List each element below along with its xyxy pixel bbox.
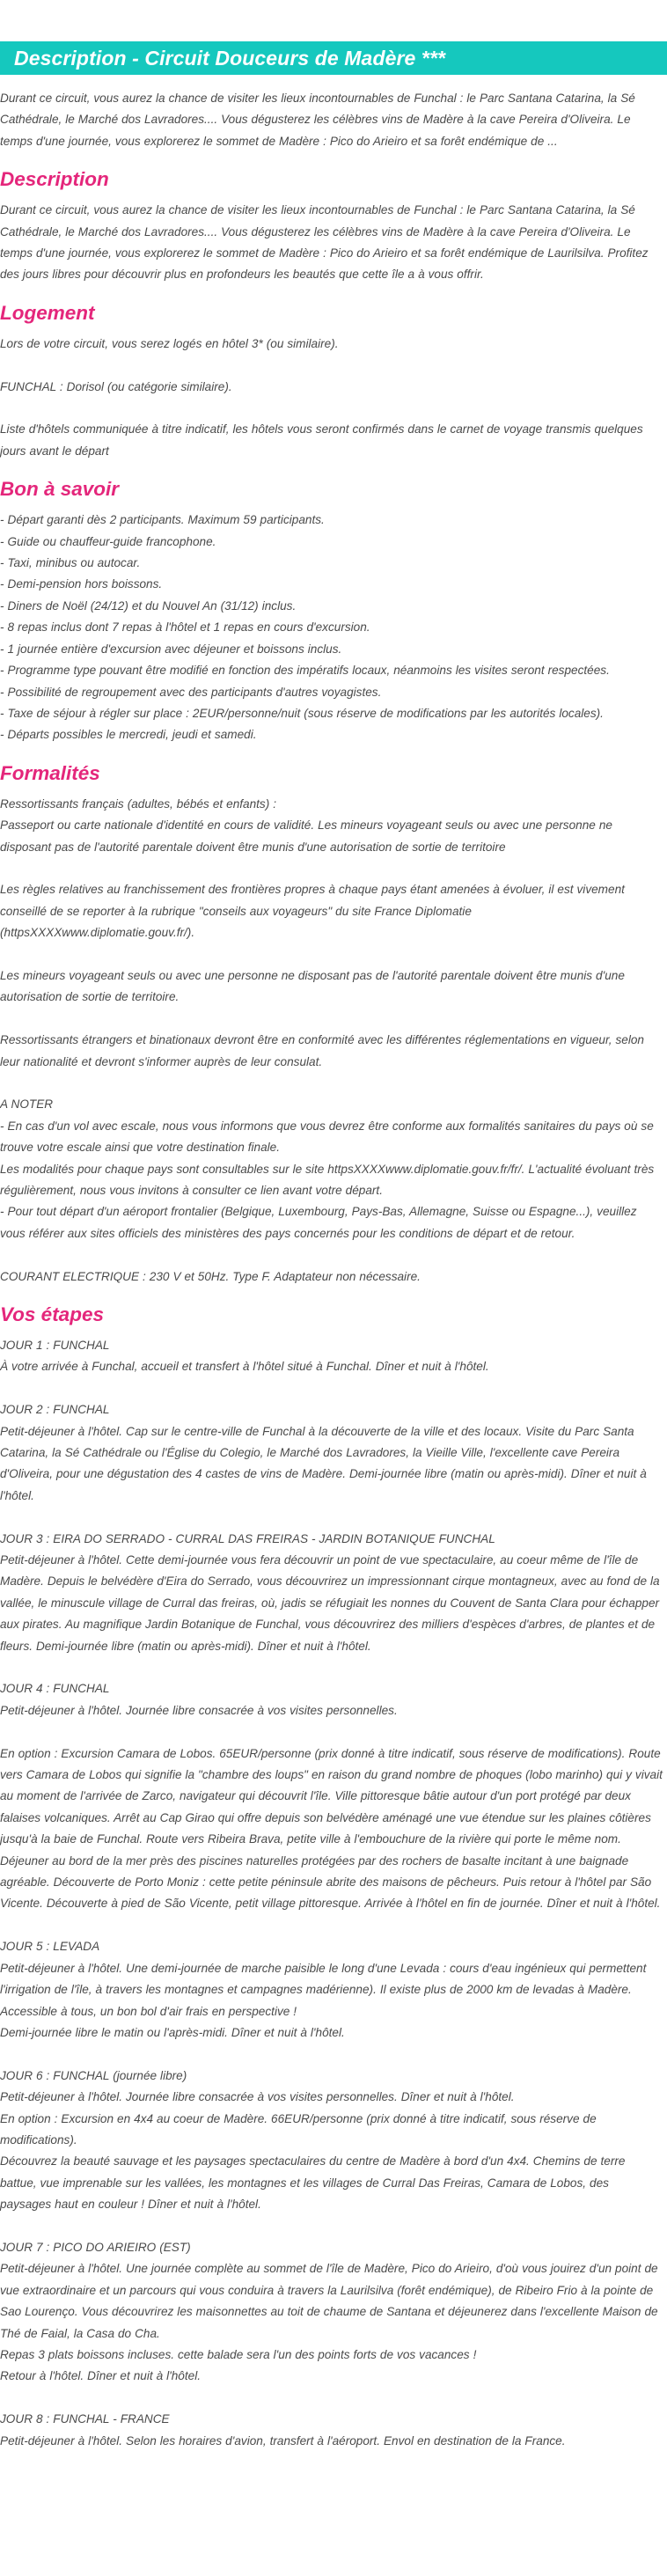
formalites-p5d: - Pour tout départ d'un aéroport frontalier (Belgique, Luxembourg, Pays-Bas, Allemagne, Suisse ou Espagne...), veuillez vous référer aux sites officiels des ministères des pays concernés pour les conditions de départ et de retour. <box>0 1205 637 1240</box>
day-text: Petit-déjeuner à l'hôtel. Journée libre consacrée à vos visites personnelles. <box>0 1703 398 1717</box>
list-item: - Départs possibles le mercredi, jeudi et samedi. <box>0 728 257 742</box>
formalites-p4: Ressortissants étrangers et binationaux devront être en conformité avec les différentes réglementations en vigueur, selon leur nationalité et devront s'informer auprès de leur consulat. <box>0 1033 644 1068</box>
section-title-bon-a-savoir: Bon à savoir <box>0 478 120 501</box>
section-title-description: Description <box>0 168 109 191</box>
section-title-logement: Logement <box>0 301 95 324</box>
day-title: JOUR 6 : FUNCHAL (journée libre) <box>0 2068 187 2082</box>
bon-a-savoir-list <box>0 510 663 745</box>
logement-text-2: FUNCHAL : Dorisol (ou catégorie similaire). <box>0 379 232 393</box>
description-text: Durant ce circuit, vous aurez la chance de visiter les lieux incontournables de Funchal : le Parc Santana Catarina, la Sé Cathédrale, le Marché dos Lavradores.... Vous dégusterez les célèbres vins de Madère à la cave Pereira d'Oliveira. Le temps d'une journée, vous explorerez le sommet de Madère : Pico do Arieiro et sa forêt endémique de Laurilsilva. Profitez des jours libres pour découvrir plus en profondeurs les beautés que cette île a à vous offrir. <box>0 203 649 282</box>
page-title: Description - Circuit Douceurs de Madère *** <box>14 46 446 70</box>
day-option: En option : Excursion en 4x4 au coeur de Madère. 66EUR/personne (prix donné à titre indicatif, sous réserve de modifications). <box>0 2111 597 2147</box>
list-item: - Départ garanti dès 2 participants. Maximum 59 participants. <box>0 513 325 527</box>
day-option: En option : Excursion Camara de Lobos. 65EUR/personne (prix donné à titre indicatif, sous réserve de modifications). Route vers Camara de Lobos qui signifie la "chambre des loups" en raison du grand nombre de phoques (lobo marinho) qui y vivait au moment de l'arrivée de Zarco, navigateur qui découvrit l'île. Ville pittoresque bâtie autour d'un port protégé par deux falaises volcaniques. Arrêt au Cap Girao qui offre depuis son belvédère aménagé une vue étendue sur les plaines côtières jusqu'à la baie de Funchal. Route vers Ribeira Brava, petite ville à l'embouchure de la rivière qui porte le même nom. Déjeuner au bord de la mer près des piscines naturelles protégées par des rochers de basalte incitant à une baignade agréable. Découverte de Porto Moniz : cette petite péninsule abrite des maisons de pêcheurs. Puis retour à l'hôtel par São Vicente. Découverte à pied de São Vicente, petit village pittoresque. Arrivée à l'hôtel en fin de journée. Dîner et nuit à l'hôtel. <box>0 1746 663 1911</box>
formalites-p2: Les règles relatives au franchissement des frontières propres à chaque pays étant amenées à évoluer, il est vivement conseillé de se reporter à la rubrique "conseils aux voyageurs" du site France Diplomatie (httpsXXXXwww.diplomatie.gouv.fr/). <box>0 883 625 940</box>
formalites-p1b: Passeport ou carte nationale d'identité en cours de validité. Les mineurs voyageant seuls ou avec une personne ne disposant pas de l'autorité parentale doivent être munis d'une autorisation de sortie de territoire <box>0 818 612 854</box>
list-item: - Programme type pouvant être modifié en fonction des impératifs locaux, néanmoins les visites seront respectées. <box>0 664 610 678</box>
day-text: Petit-déjeuner à l'hôtel. Cap sur le centre-ville de Funchal à la découverte de la ville et des locaux. Visite du Parc Santa Catarina, la Sé Cathédrale ou l'Église du Colegio, le Marché dos Lavradores, la Vieille Ville, l'excellente cave Pereira d'Oliveira, pour une dégustation des 4 castes de vins de Madère. Demi-journée libre (matin ou après-midi). Dîner et nuit à l'hôtel. <box>0 1424 647 1502</box>
day-title: JOUR 3 : EIRA DO SERRADO - CURRAL DAS FREIRAS - JARDIN BOTANIQUE FUNCHAL <box>0 1531 495 1545</box>
day-title: JOUR 7 : PICO DO ARIEIRO (EST) <box>0 2240 191 2254</box>
section-title-etapes: Vos étapes <box>0 1303 104 1325</box>
intro-text: Durant ce circuit, vous aurez la chance de visiter les lieux incontournables de Funchal : le Parc Santana Catarina, la Sé Cathédrale, le Marché dos Lavradores.... Vous dégusterez les célèbres vins de Madère à la cave Pereira d'Oliveira. Le temps d'une journée, vous explorerez le sommet de Madère : Pico do Arieiro et sa forêt endémique de ... <box>0 92 635 148</box>
day-title: JOUR 1 : FUNCHAL <box>0 1338 110 1352</box>
list-item: - Guide ou chauffeur-guide francophone. <box>0 534 216 548</box>
list-item: - Taxe de séjour à régler sur place : 2EUR/personne/nuit (sous réserve de modifications par les autorités locales). <box>0 706 604 720</box>
logement-text-3: Liste d'hôtels communiquée à titre indicatif, les hôtels vous seront confirmés dans le carnet de voyage transmis quelques jours avant le départ <box>0 422 643 458</box>
list-item: - Diners de Noël (24/12) et du Nouvel An (31/12) inclus. <box>0 598 297 613</box>
formalites-p1a: Ressortissants français (adultes, bébés et enfants) : <box>0 796 277 811</box>
title-banner <box>0 41 667 75</box>
day-text: Petit-déjeuner à l'hôtel. Une journée complète au sommet de l'île de Madère, Pico do Arieiro, d'où vous jouirez d'un point de vue extraordinaire et un parcours qui vous conduira à travers la Laurilsilva (forêt endémique), de Ribeiro Frio à la pointe de Sao Lourenço. Vous découvrirez les maisonnettes au toit de chaume de Santana et déjeunerez dans l'excellente Maison de Thé de Faial, la Casa do Cha. <box>0 2262 658 2340</box>
list-item: - 1 journée entière d'excursion avec déjeuner et boissons inclus. <box>0 642 342 656</box>
list-item: - Taxi, minibus ou autocar. <box>0 556 141 570</box>
day-text: Petit-déjeuner à l'hôtel. Cette demi-journée vous fera découvrir un point de vue spectaculaire, au coeur même de l'île de Madère. Depuis le belvédère d'Eira do Serrado, vous découvrirez un impressionnant cirque montagneux, avec au fond de la vallée, le minuscule village de Curral das freiras, où, jadis se réfugiait les nonnes du Couvent de Santa Clara pour échapper aux pirates. Au magnifique Jardin Botanique de Funchal, vous découvrirez des milliers d'espèces d'arbres, de plantes et de fleurs. Demi-journée libre (matin ou après-midi). Dîner et nuit à l'hôtel. <box>0 1553 660 1653</box>
day-text: Repas 3 plats boissons incluses. cette balade sera l'un des points forts de vos vacances ! <box>0 2347 477 2361</box>
section-title-formalites: Formalités <box>0 761 100 784</box>
formalites-p5b: - En cas d'un vol avec escale, nous vous informons que vous devrez être conforme aux formalités sanitaires du pays où se trouve votre escale ainsi que votre destination finale. <box>0 1119 654 1155</box>
list-item: - Demi-pension hors boissons. <box>0 577 163 591</box>
day-text: Petit-déjeuner à l'hôtel. Une demi-journée de marche paisible le long d'une Levada : cours d'eau ingénieux qui permettent l'irrigation de l'île, à travers les montagnes et campagnes madérienne). Il existe plus de 2000 km de levadas à Madère. Accessible à tous, un bon bol d'air frais en perspective ! <box>0 1961 647 2018</box>
day-text: Retour à l'hôtel. Dîner et nuit à l'hôtel. <box>0 2369 201 2383</box>
formalites-electricite: COURANT ELECTRIQUE : 230 V et 50Hz. Type F. Adaptateur non nécessaire. <box>0 1269 421 1283</box>
day-text: Petit-déjeuner à l'hôtel. Journée libre consacrée à vos visites personnelles. Dîner et nuit à l'hôtel. <box>0 2090 515 2104</box>
formalites-note-title: A NOTER <box>0 1097 54 1112</box>
formalites-p3: Les mineurs voyageant seuls ou avec une personne ne disposant pas de l'autorité parentale doivent être munis d'une autorisation de sortie de territoire. <box>0 968 625 1004</box>
day-title: JOUR 5 : LEVADA <box>0 1940 100 1954</box>
day-text: Petit-déjeuner à l'hôtel. Selon les horaires d'avion, transfert à l'aéroport. Envol en destination de la France. <box>0 2433 566 2448</box>
day-option: Découvrez la beauté sauvage et les paysages spectaculaires du centre de Madère à bord d'un 4x4. Chemins de terre battue, vue imprenable sur les vallées, les montagnes et les villages de Curral Das Freiras, Camara de Lobos, des paysages haut en couleur ! Dîner et nuit à l'hôtel. <box>0 2154 626 2212</box>
main-content <box>0 88 663 2452</box>
day-text: Demi-journée libre le matin ou l'après-midi. Dîner et nuit à l'hôtel. <box>0 2025 345 2039</box>
day-title: JOUR 8 : FUNCHAL - FRANCE <box>0 2412 170 2426</box>
logement-text-1: Lors de votre circuit, vous serez logés en hôtel 3* (ou similaire). <box>0 336 339 350</box>
day-title: JOUR 2 : FUNCHAL <box>0 1403 110 1417</box>
formalites-p5c: Les modalités pour chaque pays sont consultables sur le site httpsXXXXwww.diplomatie.gouv.fr/fr/. L'actualité évoluant très régulièrement, nous vous invitons à consulter ce lien avant votre départ. <box>0 1162 655 1197</box>
day-text: À votre arrivée à Funchal, accueil et transfert à l'hôtel situé à Funchal. Dîner et nuit à l'hôtel. <box>0 1360 489 1374</box>
day-title: JOUR 4 : FUNCHAL <box>0 1682 110 1696</box>
list-item: - 8 repas inclus dont 7 repas à l'hôtel et 1 repas en cours d'excursion. <box>0 620 370 635</box>
list-item: - Possibilité de regroupement avec des participants d'autres voyagistes. <box>0 685 382 699</box>
